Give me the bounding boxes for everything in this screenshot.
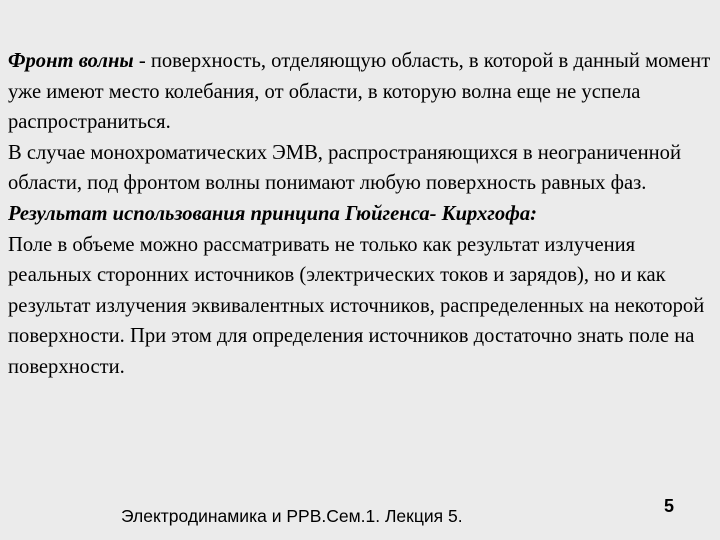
page-number: 5	[664, 496, 675, 516]
slide-body	[8, 46, 714, 383]
footer-course-title: Электродинамика и РРВ.Сем.1. Лекция 5.	[121, 506, 463, 526]
huygens-heading: Результат использования принципа Гюйгенса- Кирхгофа:	[8, 202, 538, 225]
wave-front-term: Фронт волны	[8, 50, 139, 72]
wave-front-definition	[8, 46, 714, 138]
huygens-paragraph: Поле в объеме можно рассматривать не только как результат излучения реальных сторонних источников (электрических токов и зарядов), но и как результат излучения эквивалентных источников, распределенных на некоторой поверхности. При этом для определения источников достаточно знать поле на поверхности.	[8, 233, 705, 378]
monochromatic-paragraph: В случае монохроматических ЭМВ, распространяющихся в неограниченной области, под фронтом волны понимают любую поверхность равных фаз.	[8, 141, 681, 195]
wave-front-text: - поверхность, отделяющую область, в которой в данный момент уже имеют место колебания, от области, в которую волна еще не успела распространиться.	[8, 50, 711, 134]
